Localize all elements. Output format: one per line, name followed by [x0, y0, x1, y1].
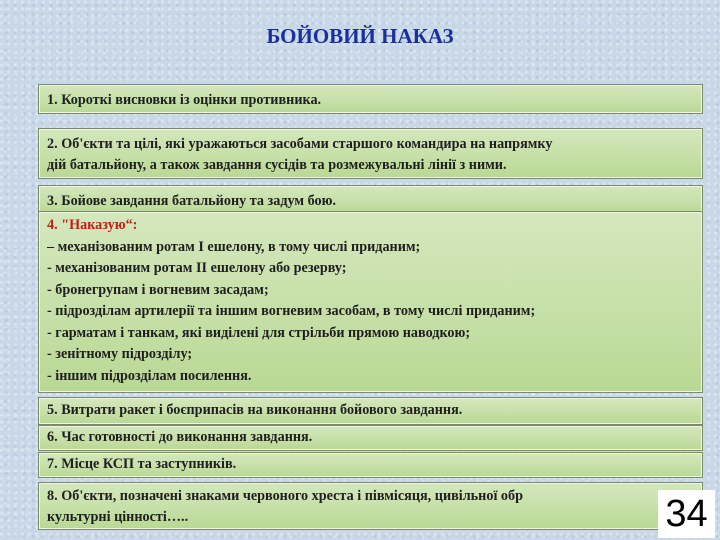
item-8-line-1: 8. Об'єкти, позначені знаками червоного хреста і півмісяця, цивільної обр	[47, 488, 524, 504]
order-item-1	[38, 84, 703, 114]
item-4-line: - підрозділам артилерії та іншим вогневим засобам, в тому числі приданим;	[47, 303, 536, 319]
item-6-text: 6. Час готовності до виконання завдання.	[47, 429, 313, 445]
item-4-line: - гарматам і танкам, які виділені для стрільби прямою наводкою;	[47, 324, 471, 341]
item-4-line: - бронегрупам і вогневим засадам;	[47, 281, 269, 298]
order-item-6	[38, 425, 703, 451]
item-4-line: - механізованим ротам ІІ ешелону або резерву;	[47, 260, 347, 276]
order-item-8	[38, 482, 703, 530]
item-8-line-2: культурні цінності…..	[47, 509, 189, 525]
order-item-4	[38, 211, 703, 393]
item-7-text: 7. Місце КСП та заступників.	[47, 456, 237, 472]
order-item-5	[38, 397, 703, 425]
item-4-line: – механізованим ротам І ешелону, в тому числі приданим;	[47, 238, 421, 255]
item-4-line: - іншим підрозділам посилення.	[47, 367, 252, 384]
item-5-text: 5. Витрати ракет і боєприпасів на виконання бойового завдання.	[47, 402, 463, 418]
order-item-7	[38, 452, 703, 478]
item-3-text: 3. Бойове завдання батальйону та задум бою.	[47, 193, 337, 209]
item-2-line-1: 2. Об'єкти та цілі, які уражаються засобами старшого командира на напрямку	[47, 136, 553, 152]
order-item-2	[38, 128, 703, 179]
item-4-line: - зенітному підрозділу;	[47, 346, 193, 362]
page-title: БОЙОВИЙ НАКАЗ	[266, 24, 454, 48]
page-number: 34	[658, 490, 715, 538]
item-2-line-2: дій батальйону, а також завдання сусідів та розмежувальні лінії з ними.	[47, 157, 507, 173]
item-4-heading: 4. "Наказую“:	[47, 217, 138, 233]
item-1-text: 1. Короткі висновки із оцінки противника.	[47, 92, 322, 108]
